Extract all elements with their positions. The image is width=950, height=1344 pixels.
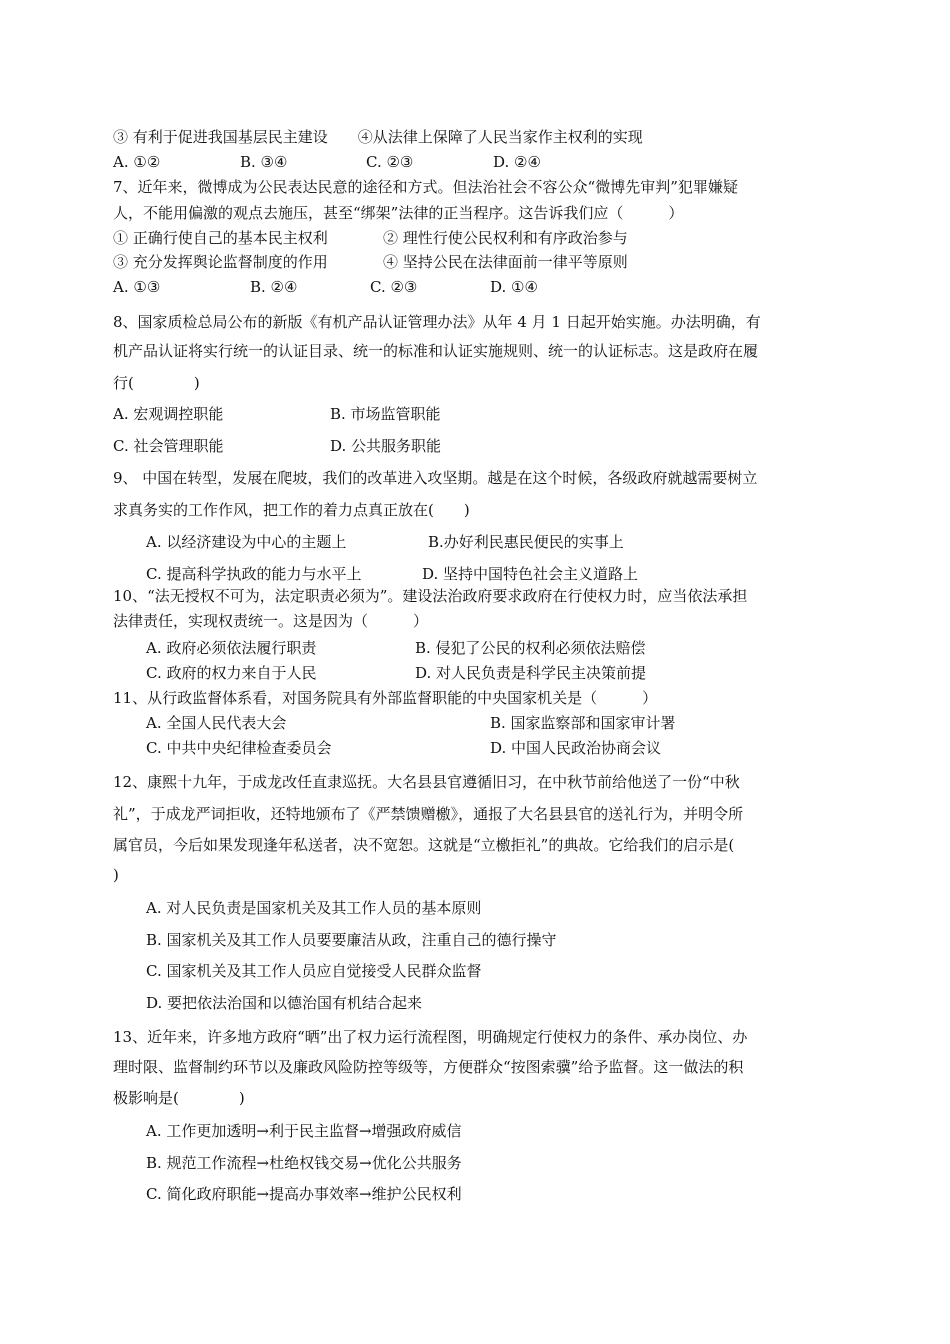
q7-stem-1: 7、近年来，微博成为公民表达民意的途径和方式。但法治社会不容公众“微博先审判”犯罪嫌疑	[113, 178, 738, 196]
q8-option-d: D. 公共服务职能	[330, 437, 442, 455]
q6-option-c: C. ②③	[366, 153, 414, 171]
q11-option-d: D. 中国人民政治协商会议	[490, 739, 662, 757]
q9-option-b: B.办好利民惠民便民的实事上	[428, 533, 624, 551]
q13-stem-1: 13、近年来，许多地方政府“晒”出了权力运行流程图，明确规定行使权力的条件、承办岗位、办	[113, 1028, 748, 1046]
q8-stem-2: 机产品认证将实行统一的认证目录、统一的标准和认证实施规则、统一的认证标志。这是政府在履	[113, 342, 759, 360]
q11-option-a: A. 全国人民代表大会	[146, 714, 287, 732]
q6-option-a: A. ①②	[113, 153, 161, 171]
q13-stem-2: 理时限、监督制约环节以及廉政风险防控等级等，方便群众“按图索骥”给予监督。这一做法的积	[113, 1058, 744, 1076]
q7-option-a: A. ①③	[113, 278, 161, 296]
q6-option-d: D. ②④	[493, 153, 541, 171]
q12-stem-3: 属官员，今后如果发现逢年私送者，决不宽恕。这就是“立檄拒礼”的典故。它给我们的启示是(	[113, 836, 735, 854]
q6-line: ③ 有利于促进我国基层民主建设 ④从法律上保障了人民当家作主权利的实现	[113, 128, 643, 146]
q13-option-c: C. 简化政府职能→提高办事效率→维护公民权利	[146, 1185, 462, 1203]
q10-option-b: B. 侵犯了公民的权利必须依法赔偿	[415, 639, 646, 657]
q10-option-c: C. 政府的权力来自于人民	[146, 664, 317, 682]
q12-option-a: A. 对人民负责是国家机关及其工作人员的基本原则	[146, 899, 482, 917]
q11-option-c: C. 中共中央纪律检查委员会	[146, 739, 332, 757]
q8-stem-1: 8、国家质检总局公布的新版《有机产品认证管理办法》从年 4 月 1 日起开始实施。办法明确，有	[113, 313, 761, 331]
q12-option-d: D. 要把依法治国和以德治国有机结合起来	[146, 994, 423, 1012]
q9-stem-2: 求真务实的工作作风，把工作的着力点真正放在( )	[113, 501, 470, 519]
q13-stem-3: 极影响是( )	[113, 1089, 245, 1107]
q6-option-b: B. ③④	[240, 153, 288, 171]
q9-stem-1: 9、 中国在转型，发展在爬坡，我们的改革进入攻坚期。越是在这个时候，各级政府就越需要树立	[113, 469, 758, 487]
q8-option-c: C. 社会管理职能	[113, 437, 224, 455]
q7-item-4: ④ 坚持公民在法律面前一律平等原则	[383, 253, 628, 271]
q8-stem-3: 行( )	[113, 374, 200, 392]
q10-stem-1: 10、“法无授权不可为，法定职责必须为”。建设法治政府要求政府在行使权力时，应当依法承担	[113, 587, 748, 605]
q7-item-3: ③ 充分发挥舆论监督制度的作用	[113, 253, 328, 271]
q7-option-b: B. ②④	[250, 278, 298, 296]
q12-stem-1: 12、康熙十九年，于成龙改任直隶巡抚。大名县县官遵循旧习，在中秋节前给他送了一份“中秋	[113, 773, 740, 791]
q9-option-a: A. 以经济建设为中心的主题上	[146, 533, 347, 551]
q7-option-d: D. ①④	[490, 278, 538, 296]
q7-option-c: C. ②③	[370, 278, 418, 296]
q9-option-d: D. 坚持中国特色社会主义道路上	[422, 565, 639, 583]
q12-stem-2: 礼”，于成龙严词拒收，还特地颁布了《严禁馈赠檄》，通报了大名县县官的送礼行为，并明令所	[113, 805, 744, 823]
q7-item-1: ① 正确行使自己的基本民主权利	[113, 229, 328, 247]
q10-option-d: D. 对人民负责是科学民主决策前提	[415, 664, 647, 682]
q10-option-a: A. 政府必须依法履行职责	[146, 639, 317, 657]
q10-stem-2: 法律责任，实现权责统一。这是因为（ ）	[113, 612, 429, 630]
q12-option-c: C. 国家机关及其工作人员应自觉接受人民群众监督	[146, 962, 482, 980]
q11-stem-1: 11、从行政监督体系看，对国务院具有外部监督职能的中央国家机关是（ ）	[113, 689, 658, 707]
q8-option-a: A. 宏观调控职能	[113, 405, 224, 423]
q11-option-b: B. 国家监察部和国家审计署	[490, 714, 676, 732]
q8-option-b: B. 市场监管职能	[330, 405, 441, 423]
q9-option-c: C. 提高科学执政的能力与水平上	[146, 565, 362, 583]
q12-option-b: B. 国家机关及其工作人员要要廉洁从政，注重自己的德行操守	[146, 931, 557, 949]
q12-stem-4: )	[113, 866, 119, 884]
q13-option-a: A. 工作更加透明→利于民主监督→增强政府威信	[146, 1122, 462, 1140]
q7-stem-2: 人，不能用偏激的观点去施压，甚至“绑架”法律的正当程序。这告诉我们应（ ）	[113, 204, 684, 222]
q7-item-2: ② 理性行使公民权利和有序政治参与	[383, 229, 628, 247]
q13-option-b: B. 规范工作流程→杜绝权钱交易→优化公共服务	[146, 1154, 462, 1172]
